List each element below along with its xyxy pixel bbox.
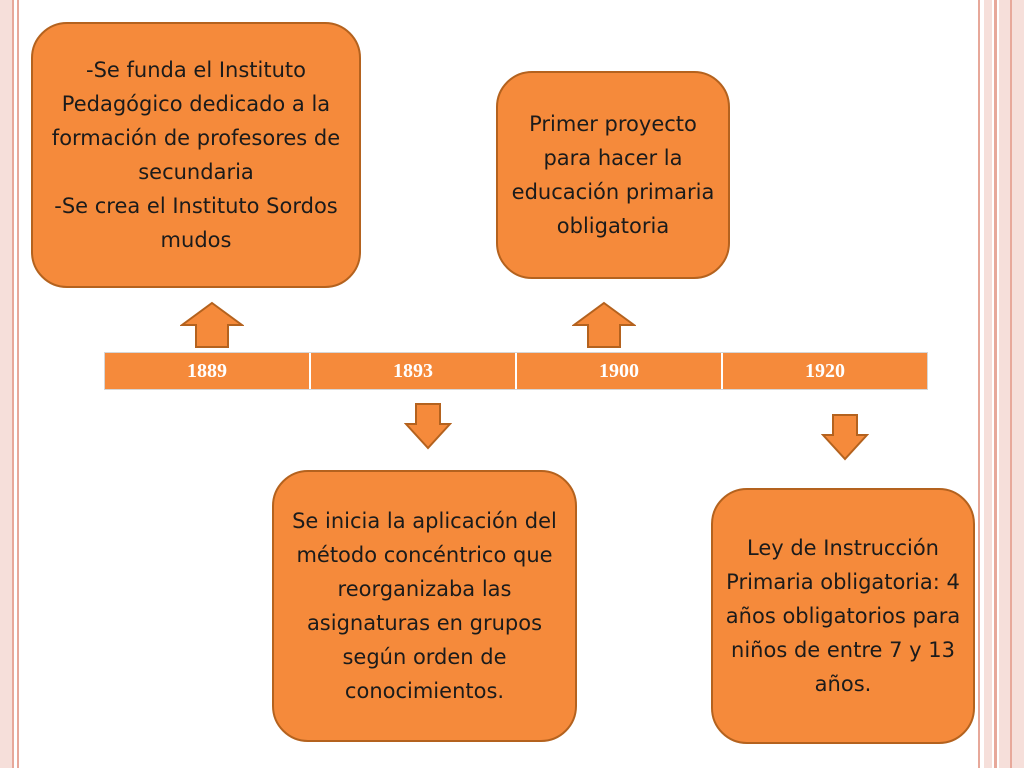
- right-decorative-stripe: [984, 0, 992, 768]
- arrow-up-icon: [180, 301, 244, 349]
- year-cell-1900: 1900: [517, 353, 723, 389]
- right-decorative-stripe: [1010, 0, 1012, 768]
- right-decorative-stripe: [994, 0, 997, 768]
- year-cell-1889: 1889: [105, 353, 311, 389]
- left-decorative-border: [0, 0, 14, 768]
- right-decorative-stripe: [978, 0, 980, 768]
- event-box-1893: Se inicia la aplicación del método concéntrico que reorganizaba las asignaturas en grupos según orden de conocimientos.: [272, 470, 577, 742]
- event-box-1889: -Se funda el Instituto Pedagógico dedicado a la formación de profesores de secundaria -Se crea el Instituto Sordos mudos: [31, 22, 361, 288]
- year-cell-1893: 1893: [311, 353, 517, 389]
- arrow-down-icon: [821, 413, 869, 461]
- left-decorative-line: [17, 0, 19, 768]
- arrow-up-icon: [572, 301, 636, 349]
- event-box-1920: Ley de Instrucción Primaria obligatoria: 4 años obligatorios para niños de entre 7 y 13 años.: [711, 488, 975, 744]
- event-box-1900: Primer proyecto para hacer la educación primaria obligatoria: [496, 71, 730, 279]
- arrow-down-icon: [404, 402, 452, 450]
- timeline-bar: [104, 352, 928, 390]
- year-cell-1920: 1920: [805, 359, 845, 382]
